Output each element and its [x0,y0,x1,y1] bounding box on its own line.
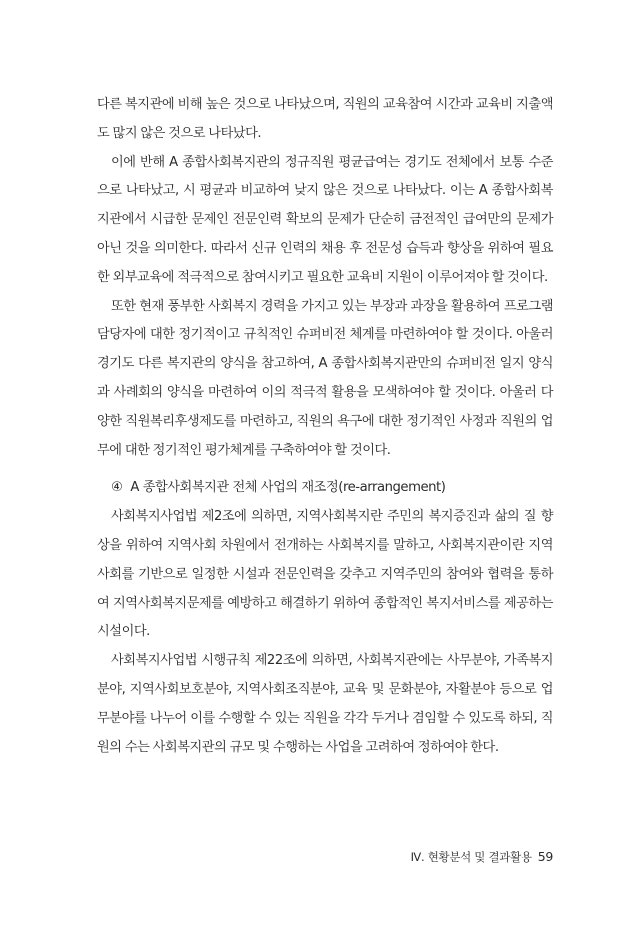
section-number: ④ [111,480,123,496]
body-text [97,91,553,762]
page-number: 59 [537,849,553,864]
section-heading [97,474,553,503]
paragraph-2: 이에 반해 A 종합사회복지관의 정규직원 평균급여는 경기도 전체에서 보통 수준으로 나타났고, 시 평균과 비교하여 낮지 않은 것으로 나타났다. 이는 A 종합사회복지관에서 시급한 문제인 전문인력 확보의 문제가 단순히 금전적인 급여만의 문제가 아닌 것을 의미한다. 따라서 신규 인력의 채용 후 전문성 습득과 향상을 위하여 필요한 외부교육에 적극적으로 참여시키고 필요한 교육비 지원이 이루어져야 할 것이다. [97,154,553,285]
paragraph-1: 다른 복지관에 비해 높은 것으로 나타났으며, 직원의 교육참여 시간과 교육비 지출액도 많지 않은 것으로 나타났다. [97,97,553,141]
paragraph-5: 사회복지사업법 시행규칙 제22조에 의하면, 사회복지관에는 사무분야, 가족복지분야, 지역사회보호분야, 지역사회조직분야, 교육 및 문화분야, 자활분야 등으로 업무분야를 나누어 이를 수행할 수 있는 직원을 각각 두거나 겸임할 수 있도록 하되, 직원의 수는 사회복지관의 규모 및 수행하는 사업을 고려하여 정하여야 한다. [97,653,553,755]
footer-chapter: Ⅳ. 현황분석 및 결과활용 [410,850,532,864]
paragraph-3: 또한 현재 풍부한 사회복지 경력을 가지고 있는 부장과 과장을 활용하여 프로그램 담당자에 대한 정기적이고 규칙적인 슈퍼비전 체계를 마련하여야 할 것이다. 아울러 경기도 다른 복지관의 양식을 참고하여, A 종합사회복지관만의 슈퍼비전 일지 양식과 사례회의 양식을 마련하여 이의 적극적 활용을 모색하여야 할 것이다. 아울러 다양한 직원복리후생제도를 마련하고, 직원의 욕구에 대한 정기적인 사정과 직원의 업무에 대한 정기적인 평가체계를 구축하여야 할 것이다. [97,298,553,458]
page-footer [380,849,553,865]
section-title: A 종합사회복지관 전체 사업의 재조정(re-arrangement) [130,480,446,496]
paragraph-4: 사회복지사업법 제2조에 의하면, 지역사회복지란 주민의 복지증진과 삶의 질 향상을 위하여 지역사회 차원에서 전개하는 사회복지를 말하고, 사회복지관이란 지역사회를 기반으로 일정한 시설과 전문인력을 갖추고 지역주민의 참여와 협력을 통하여 지역사회복지문제를 예방하고 해결하기 위하여 종합적인 복지서비스를 제공하는 시설이다. [97,509,553,640]
